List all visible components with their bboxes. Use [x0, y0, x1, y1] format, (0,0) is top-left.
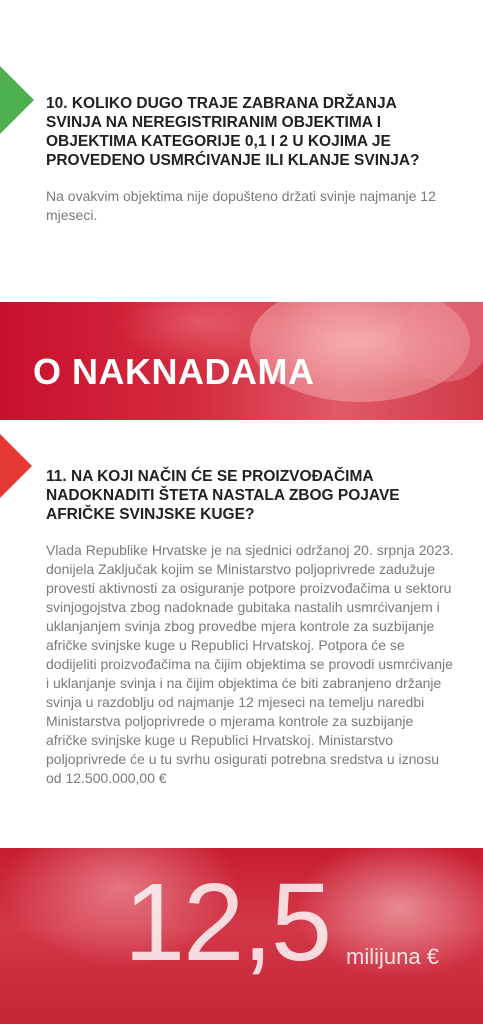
amount-unit: milijuna € [346, 944, 439, 969]
fees-banner [0, 302, 483, 420]
section-title: O NAKNADAMA [33, 351, 315, 392]
amount-banner [0, 848, 483, 1024]
question-10-title: 10. KOLIKO DUGO TRAJE ZABRANA DRŽANJA SVINJA NA NEREGISTRIRANIM OBJEKTIMA I OBJEKTIMA KATEGORIJE 0,1 I 2 U KOJIMA JE PROVEDENO USMRĆIVANJE ILI KLANJE SVINJA? [46, 95, 420, 169]
question-10-answer: Na ovakvim objektima nije dopušteno držati svinje najmanje 12 mjeseci. [46, 188, 436, 223]
question-11-title: 11. NA KOJI NAČIN ĆE SE PROIZVOĐAČIMA NADOKNADITI ŠTETA NASTALA ZBOG POJAVE AFRIČKE SVINJSKE KUGE? [46, 468, 400, 523]
question-11-answer: Vlada Republike Hrvatske je na sjednici održanoj 20. srpnja 2023. donijela Zaključak kojim se Ministarstvo poljoprivrede zadužuje provesti aktivnosti za osiguranje potpore proizvođačima u sektoru svinjogojstva zbog nadoknade gubitaka nastalih usmrćivanjem i uklanjanjem svinja zbog provedbe mjera kontrole za suzbijanje afričke svinjske kuge u Republici Hrvatskoj. Potpora će se dodijeliti proizvođačima na čijim objektima se provodi usmrćivanje i uklanjanje svinja i na čijim objektima će biti zabranjeno držanje svinja u razdoblju od najmanje 12 mjeseci na temelju naredbi Ministarstva poljoprivrede o mjerama kontrole za suzbijanje afričke svinjske kuge u Republici Hrvatskoj. Ministarstvo poljoprivrede će u tu svrhu osigurati potrebna sredstva u iznosu od 12.500.000,00 € [46, 542, 454, 786]
red-arrow-marker [0, 434, 32, 498]
amount-value: 12,5 [124, 861, 331, 984]
green-arrow-marker [0, 66, 34, 134]
